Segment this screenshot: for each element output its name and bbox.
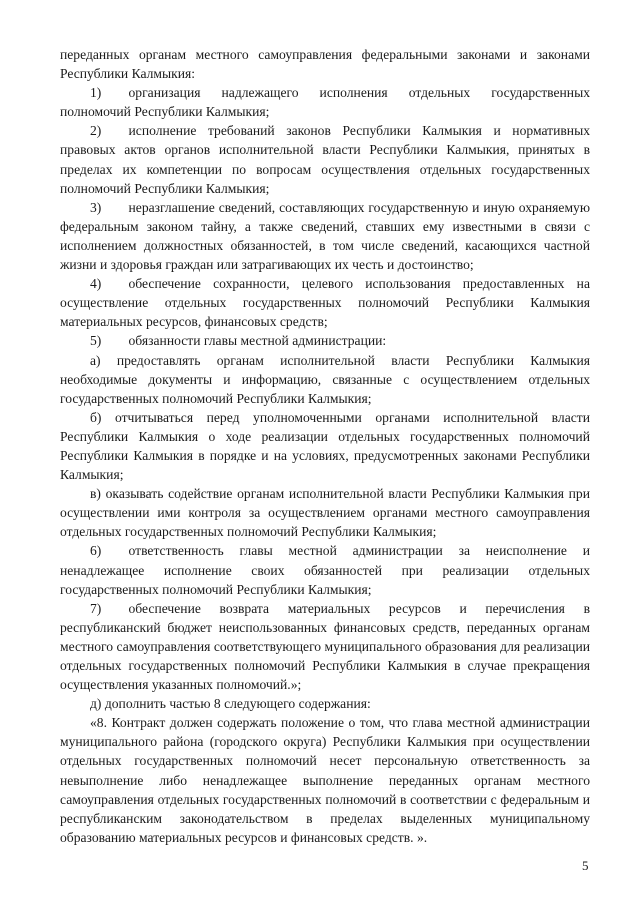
paragraph-item-1: 1) организация надлежащего исполнения отдельных государственных полномочий Республики Калмыкия; xyxy=(60,85,590,120)
paragraph-item-2: 2) исполнение требований законов Республики Калмыкия и нормативных правовых актов органов исполнительной власти Республики Калмыкия, принятых в пределах их компетенции по вопросам осуществления отдельных государственных полномочий Республики Калмыкия; xyxy=(60,123,590,196)
page-number: 5 xyxy=(582,858,589,873)
document-body xyxy=(60,45,590,847)
paragraph-intro: переданных органам местного самоуправления федеральными законами и законами Республики Калмыкия: xyxy=(60,47,590,82)
paragraph-item-3: 3) неразглашение сведений, составляющих государственную и иную охраняемую федеральным законом тайну, а также сведений, ставших ему известными в связи с исполнением должностных обязанностей, в том числе сведений, касающихся частной жизни и здоровья граждан или затрагивающих их честь и достоинство; xyxy=(60,199,590,273)
paragraph-item-7: 7) обеспечение возврата материальных ресурсов и перечисления в республиканский бюджет неиспользованных финансовых средств, переданных органам местного самоуправления соответствующего муниципального образования для реализации отдельных государственных полномочий Республики Калмыкия в случае прекращения осуществления указанных полномочий.»; xyxy=(60,600,590,693)
paragraph-item-6: 6) ответственность главы местной администрации за неисполнение и ненадлежащее исполнение своих обязанностей при реализации отдельных государственных полномочий Республики Калмыкия; xyxy=(60,543,590,597)
paragraph-subitem-a: а) предоставлять органам исполнительной власти Республики Калмыкия необходимые документы и информацию, связанные с осуществлением отдельных государственных полномочий Республики Калмыкия; xyxy=(60,352,590,406)
paragraph-subitem-b: б) отчитываться перед уполномоченными органами исполнительной власти Республики Калмыкия о ходе реализации отдельных государственных полномочий Республики Калмыкия в порядке и на условиях, предусмотренных законами Республики Калмыкия; xyxy=(60,409,590,483)
paragraph-item-4: 4) обеспечение сохранности, целевого использования предоставленных на осуществление отдельных государственных полномочий Республики Калмыкия материальных ресурсов, финансовых средств; xyxy=(60,276,590,330)
paragraph-subitem-v: в) оказывать содействие органам исполнительной власти Республики Калмыкия при осуществлении ими контроля за осуществлением органами местного самоуправления отдельных государственных полномочий Республики Калмыкия; xyxy=(60,486,590,540)
paragraph-part-8: «8. Контракт должен содержать положение о том, что глава местной администрации муниципального района (городского округа) Республики Калмыкия при осуществлении отдельных государственных полномочий несет персональную ответственность за невыполнение либо ненадлежащее выполнение переданных органам местного самоуправления отдельных государственных полномочий в соответствии с федеральным и республиканским законодательством в пределах выделенных муниципальному образованию материальных ресурсов и финансовых средств. ». xyxy=(60,715,590,845)
paragraph-amendment-d: д) дополнить частью 8 следующего содержания: xyxy=(90,696,371,712)
paragraph-item-5: 5) обязанности главы местной администрации: xyxy=(90,333,387,349)
